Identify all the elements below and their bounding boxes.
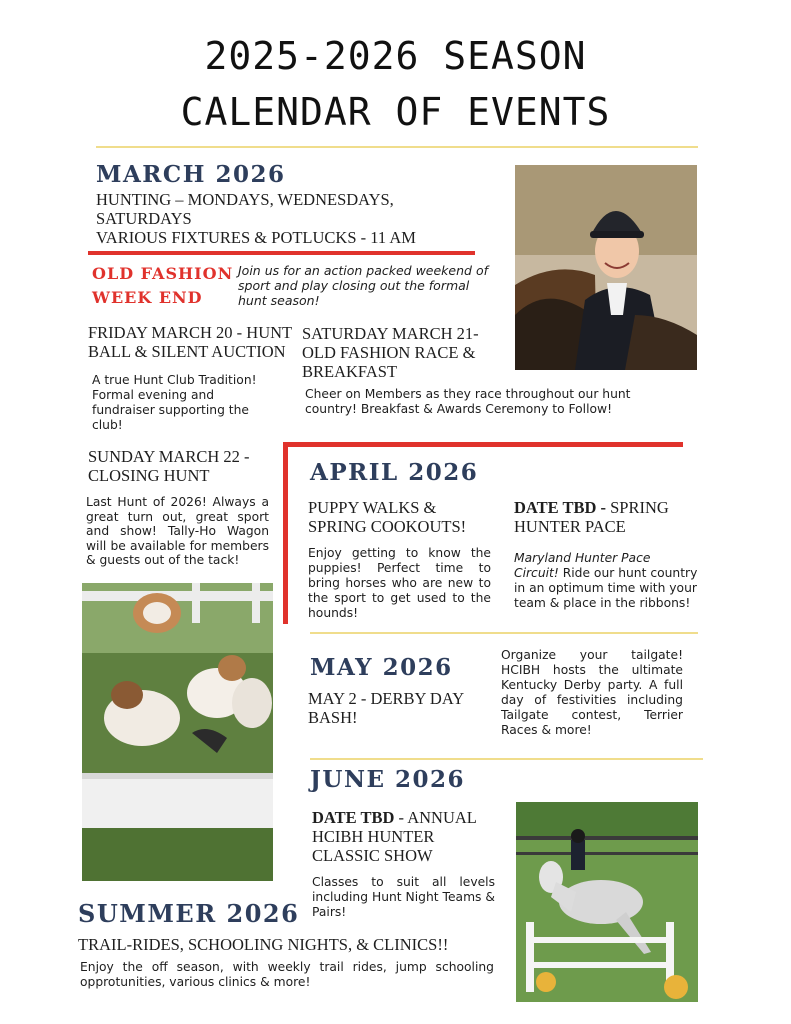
pace-title xyxy=(514,498,694,536)
friday-title: FRIDAY MARCH 20 - HUNT BALL & SILENT AUCTION xyxy=(88,323,292,361)
summer-heading: SUMMER 2026 xyxy=(78,899,300,928)
april-red-divider-h xyxy=(283,442,683,447)
terrier-photo-svg xyxy=(82,583,273,881)
derby-description: Organize your tailgate! HCIBH hosts the ultimate Kentucky Derby party. A full day of festivities including Tailgate contest, Terrier Races & more! xyxy=(501,648,683,737)
hunter-photo-svg xyxy=(516,802,698,1002)
march-fixtures: VARIOUS FIXTURES & POTLUCKS - 11 AM xyxy=(96,228,416,247)
may-divider xyxy=(310,758,703,760)
april-heading: APRIL 2026 xyxy=(310,459,479,486)
pace-desc-text: Ride our hunt country in an optimum time with your team & place in the ribbons! xyxy=(514,566,698,610)
rider-photo-svg xyxy=(515,165,697,370)
summer-activities: TRAIL-RIDES, SCHOOLING NIGHTS, & CLINICS!! xyxy=(78,935,449,954)
show-title-text: - ANNUAL HCIBH HUNTER CLASSIC SHOW xyxy=(312,808,477,865)
puppy-title: PUPPY WALKS & SPRING COOKOUTS! xyxy=(308,498,467,536)
summer-description: Enjoy the off season, with weekly trail rides, jump schooling opprotunities, various clinics & more! xyxy=(80,960,494,989)
pace-title-bold: DATE TBD - xyxy=(514,498,606,517)
pace-description xyxy=(514,551,699,611)
title-divider xyxy=(96,146,698,148)
page-title-line2: CALENDAR OF EVENTS xyxy=(180,90,611,134)
march-heading: MARCH 2026 xyxy=(96,161,286,188)
may-heading: MAY 2026 xyxy=(310,654,453,681)
april-divider xyxy=(310,632,698,634)
pace-title-text: SPRING HUNTER PACE xyxy=(514,498,669,536)
rider-photo xyxy=(515,165,697,370)
weekend-title-line2: WEEK END xyxy=(92,288,203,307)
saturday-description: Cheer on Members as they race throughout our hunt country! Breakfast & Awards Ceremony to Follow! xyxy=(305,387,631,416)
sunday-description: Last Hunt of 2026! Always a great turn out, great sport and show! Tally-Ho Wagon will be available for members & guests out of the tack! xyxy=(86,495,269,567)
hunter-show-photo xyxy=(516,802,698,1002)
show-description: Classes to suit all levels including Hunt Night Teams & Pairs! xyxy=(312,875,495,919)
friday-description: A true Hunt Club Tradition! Formal evening and fundraiser supporting the club! xyxy=(92,373,257,432)
march-hunting-line2: SATURDAYS xyxy=(96,209,192,228)
page-title-line1: 2025-2026 SEASON xyxy=(204,34,587,78)
weekend-description: Join us for an action packed weekend of sport and play closing out the formal hunt season! xyxy=(238,263,488,308)
weekend-title xyxy=(92,262,233,310)
show-title xyxy=(312,808,502,865)
march-red-divider xyxy=(88,251,475,255)
sunday-title: SUNDAY MARCH 22 - CLOSING HUNT xyxy=(88,447,250,485)
march-hunting xyxy=(96,190,496,247)
april-red-divider-v xyxy=(283,442,288,624)
saturday-title: SATURDAY MARCH 21- OLD FASHION RACE & BREAKFAST xyxy=(302,324,479,381)
show-title-bold: DATE TBD xyxy=(312,808,395,827)
june-heading: JUNE 2026 xyxy=(310,766,466,793)
terrier-race-photo xyxy=(82,583,273,881)
weekend-title-line1: OLD FASHION xyxy=(92,264,234,283)
derby-title: MAY 2 - DERBY DAY BASH! xyxy=(308,689,464,727)
march-hunting-line1: HUNTING – MONDAYS, WEDNESDAYS, xyxy=(96,190,394,209)
pace-italic: Maryland Hunter Pace Circuit! xyxy=(514,551,651,580)
puppy-description: Enjoy getting to know the puppies! Perfect time to bring horses who are new to the sport to get used to the hounds! xyxy=(308,546,491,620)
